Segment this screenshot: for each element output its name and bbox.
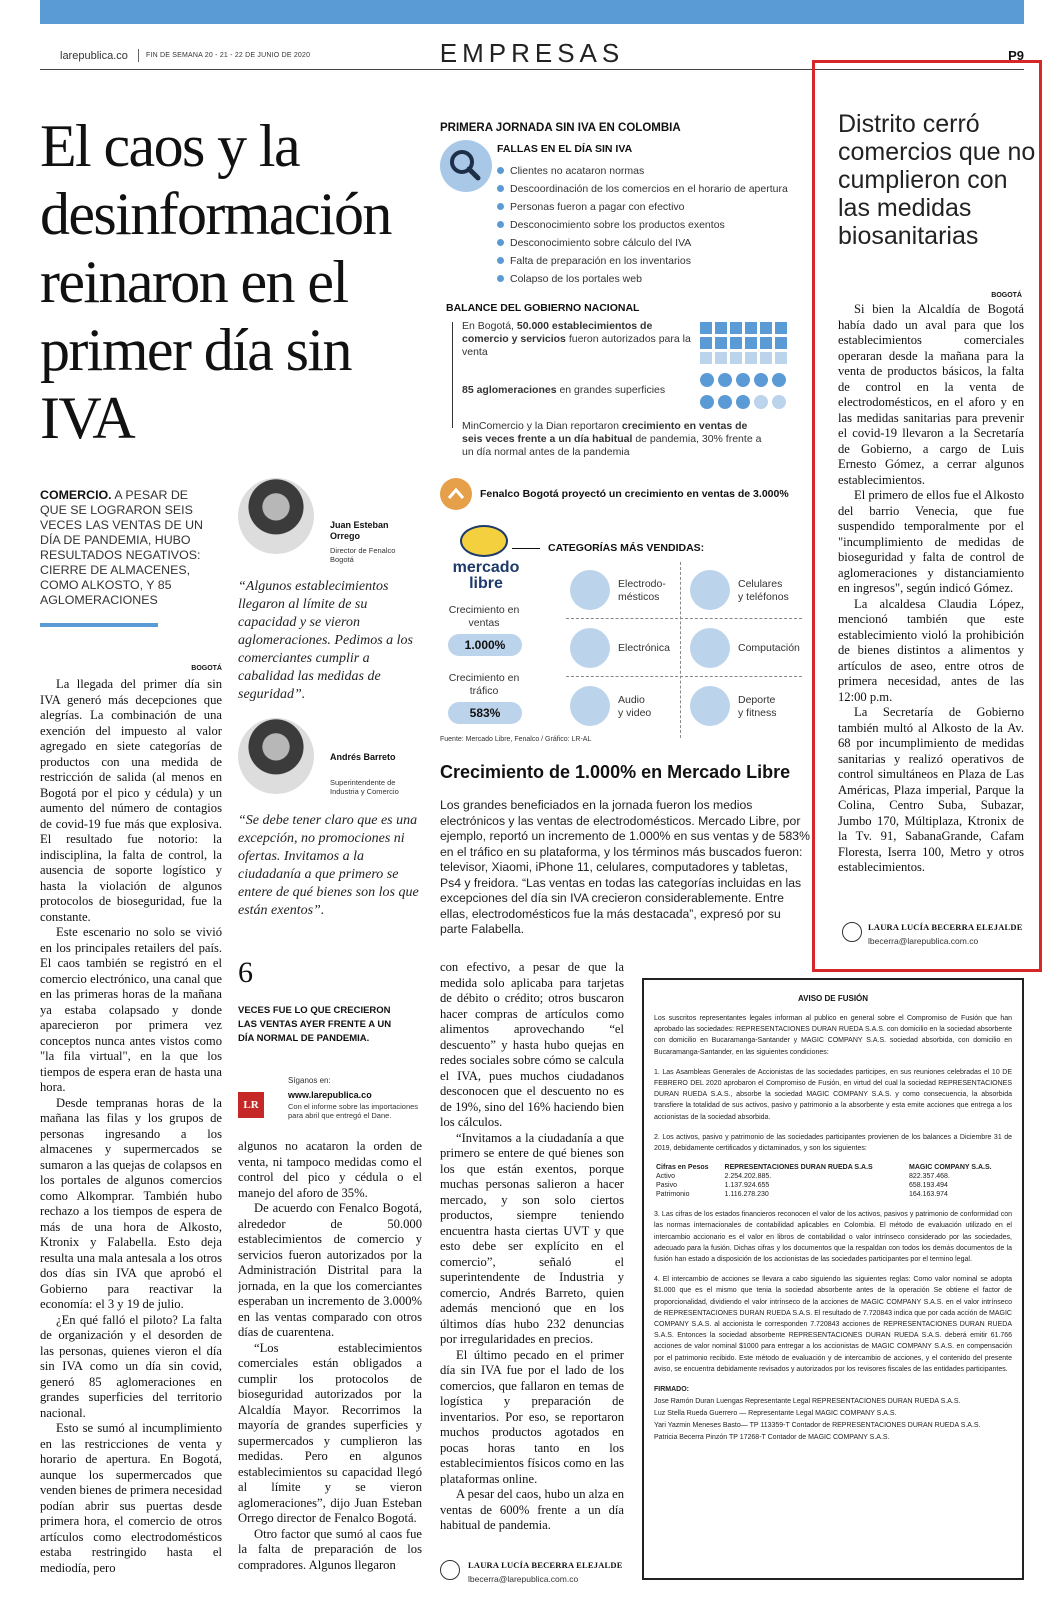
ventas-value: 1.000% [448, 634, 522, 656]
quote2-name: Andrés Barreto [330, 752, 396, 762]
article-column-2 [238, 1139, 422, 1601]
list-item: Personas fueron a pagar con efectivo [497, 198, 827, 216]
signer: Jose Ramón Duran Luengas Representante Legal REPRESENTACIONES DURAN RUEDA S.A.S. [654, 1398, 961, 1406]
table-row: Activo 2.254.202.885. 822.357.468. [656, 1173, 950, 1181]
article-deck [40, 488, 215, 608]
appliance-icon [570, 570, 610, 610]
balance-item-2: 85 aglomeraciones en grandes superficies [462, 384, 666, 396]
paragraph: Esto se sumó al incumplimiento en las restricciones de venta y horario de apertura. En Bogotá, aunque los supermercados que venden bienes de primera necesidad podían abrir sus puertas desde primera hora, el comercio de otros artículos como electrodomésticos estaba restringido hasta el mediodía, pero [40, 1421, 222, 1575]
paragraph: El primero de ellos fue el Alkosto del barrio Venecia, que fue suspendido temporalmente por el "incumplimiento de medidas de bioseguridad y falta de control de aglomeraciones y distanciamiento en ingresos", según indicó Gómez. [838, 488, 1024, 595]
notice-paragraph: 4. El intercambio de acciones se llevara a cabo siguiendo las siguientes reglas: Como valor nominal se adopta $1.000 que es el mismo que tenia la sociedad absorbente antes de la operación Se obtiene el factor de proporcionalidad, dividiendo el valor intrínseco de la acciones de MAGIC COMPANY S.A.S. en el valor intrínseco de REPRESENTACIONES DURAN RUEDA S.A.S. El resultado de 7.720843 indica que por cada acción de MAGIC COMPANY S.A.S. al accionista le corresponden 7.720843 acciones de REPRESENTACIONES DURAN RUEDA S.A.S. Entonces la sociedad absorbente REPRESENTACIONES DURAN RUEDA S.A.S. deberá emitir 61.766 acciones de valor nominal $1000 para entregar a los accionistas de MAGIC COMPANY S.A.S. en compensación por el patrimonio recibido. Este método de evaluación y de intercambio de acciones, y el contenido del presente aviso, se encuentra debidamente revisados y autorizados por los revisores fiscales de las entidades participantes. [654, 1276, 1012, 1373]
quote2-role: Superintendente de Industria y Comercio [330, 778, 399, 796]
signer: Yari Yazmin Meneses Basto— TP 113359-T Contador de REPRESENTACIONES DURAN RUEDA S.A.S. [654, 1422, 981, 1430]
balance-title: BALANCE DEL GOBIERNO NACIONAL [446, 302, 640, 314]
list-item: Clientes no acataron normas [497, 162, 827, 180]
top-color-bar [40, 0, 1024, 24]
main-headline: El caos y la desinformación reinaron en el primer día sin IVA [40, 113, 391, 451]
financial-table [654, 1163, 1012, 1199]
quote1-role: Director de Fenalco Bogotá [330, 546, 396, 564]
grid-divider [566, 676, 802, 677]
lr-logo-icon: LR [238, 1092, 264, 1118]
paragraph: “Invitamos a la ciudadanía a que primero se entere de qué bienes son los que están exentos, porque muchas personas salieron a hacer mercado, y son solo ciertos productos, siempre teniendo encuentra hasta ciertas UVT y que esto debe ser explícito en el comercio”, señaló el superintendente de Industria y comercio, Andrés Barreto, quien además mencionó que en los últimos días hubo 232 denuncias por irregularidades en precios. [440, 1130, 624, 1346]
article-column-1 [40, 665, 222, 1601]
paragraph: Otro factor que sumó al caos fue la falta de preparación de los compradores. Algunos llegaron [238, 1526, 422, 1572]
balance-timeline [452, 322, 453, 428]
dumbbell-icon [690, 686, 730, 726]
list-item: Falta de preparación en los inventarios [497, 252, 827, 270]
trafico-label: Crecimiento en tráfico [448, 672, 520, 697]
issue-date: FIN DE SEMANA 20 - 21 - 22 DE JUNIO DE 2020 [146, 52, 311, 59]
crowds-dots-icon [700, 372, 790, 412]
paragraph: Desde tempranas horas de la mañana las filas y los grupos de personas ingresando a los almacenes y supermercados se sumaron a las quejas de colapsos en los portales de algunos comercios como Alkomprar. También hubo rechazo a los tiempos de espera de más de una hora de Alkosto, Ktronix y Falabella. Esto deja resulta una mala antesala a los otros dos días sin IVA que aprobó el Gobierno para reactivar la economía: el 3 y 19 de julio. [40, 1095, 222, 1311]
deck-kicker: COMERCIO. [40, 488, 112, 502]
paragraph: “Los establecimientos comerciales están obligados a cumplir los protocolos de bioseguridad autorizados por la Alcaldía Mayor. Recorrimos la mayoría de grandes superficies y supermercados y cumplieron las medidas. Pero en algunos establecimientos su capacidad llegó al límite y se vieron aglomeraciones”, dijo Juan Esteban Orrego director de Fenalco Bogotá. [238, 1340, 422, 1525]
site-name[interactable]: larepublica.co [60, 50, 128, 62]
subarticle-headline: Crecimiento de 1.000% en Mercado Libre [440, 762, 791, 782]
balance-item-1: En Bogotá, 50.000 establecimientos de comercio y servicios fueron autorizados para la venta [462, 320, 691, 358]
byline-name: LAURA LUCÍA BECERRA ELEJALDE [468, 1560, 623, 1570]
paragraph: Este escenario no solo se vivió en los principales retailers del país. El caos también se registró en el comercio electrónico, una canal que en las primeras horas de la mañana ya estaba colapsado y donde aparecieron por primera vez conceptos nunca antes vistos como "la fila virtual", en la que los tiempos de espera eran de hasta una hora. [40, 925, 222, 1094]
signer: Luz Stella Rueda Guerrero — Representante Legal MAGIC COMPANY S.A.S. [654, 1410, 897, 1418]
grid-divider [566, 618, 802, 619]
connector-line [512, 548, 540, 549]
categories-title: CATEGORÍAS MÁS VENDIDAS: [548, 542, 705, 554]
list-item: Colapso de los portales web [497, 270, 827, 288]
paragraph: algunos no acataron la orden de venta, ni tampoco medidas como el control del pico y cédula o el manejo del aforo de 35%. [238, 1139, 422, 1200]
paragraph: El último pecado en el primer día sin IVA fue por el lado de los comercios, que fallaron en temas de logística y preparación de inventarios. Por eso, se reportaron muchos productos agotados en pocas horas tanto en los establecimientos físicos como en las plataformas online. [440, 1347, 624, 1486]
sidebar-byline-email[interactable]: lbecerra@larepublica.com.co [868, 936, 979, 946]
phone-icon [690, 570, 730, 610]
handshake-icon [460, 525, 508, 557]
category-label: Audio y video [618, 694, 652, 719]
magnifier-icon [440, 140, 492, 192]
deck-rule [40, 623, 158, 627]
sidebar-body [838, 302, 1024, 914]
category-label: Deporte y fitness [738, 694, 777, 719]
chevron-up-icon [440, 478, 472, 510]
paragraph: Si bien la Alcaldía de Bogotá había dado un aval para que los establecimientos comerciales operaran desde la mañana para la venta de productos básicos, la falta de control en la venta de electrodomésticos, en el aforo y en las medidas sanitarias para prevenir el covid-19 llevaron a la Secretaría de Gobierno, a cargo de Luis Ernesto Gómez, a cerrar algunos establecimientos. [838, 302, 1024, 487]
table-row: Pasivo 1.137.924.655 658.193.494 [656, 1182, 948, 1190]
sidebar-byline-name: LAURA LUCÍA BECERRA ELEJALDE [868, 922, 1023, 932]
paragraph: A pesar del caos, hubo un alza en ventas de 600% frente a un día habitual de pandemia. [440, 1487, 624, 1532]
byline-email[interactable]: lbecerra@larepublica.com.co [468, 1574, 579, 1584]
infographic-source: Fuente: Mercado Libre, Fenalco / Gráfico: LR-AL [440, 736, 592, 743]
follow-label: Síganos en: [288, 1076, 331, 1085]
sidebar-headline: Distrito cerró comercios que no cumplieron con las medidas biosanitarias [838, 110, 1036, 250]
subarticle-body: Los grandes beneficiados en la jornada fueron los medios electrónicos y las ventas de electrodomésticos. Mercado Libre, por ejemplo, reportó un incremento de 1.000% en sus ventas y de 583% en el tráfico en su plataforma, y los términos más buscados fueron: televisor, Xiaomi, iPhone 11, celulares, computadores y tabletas, Ps4 y freidora. “Las ventas en todas las categorías incluidas en las excepciones del día sin IVA crecieron considerablemente. Entre ellas, electrodomésticos fue la más destacada”, expresó por su parte Falabella. [440, 798, 810, 936]
quote2-text: “Se debe tener claro que es una excepción, no promociones ni ofertas. Invitamos a la ciudadanía a que primero se entere de qué bienes son los que están exentos”. [238, 813, 419, 918]
signer: Patricia Becerra Pinzón TP 17268-T Contador de MAGIC COMPANY S.A.S. [654, 1434, 890, 1442]
notice-paragraph: 2. Los activos, pasivo y patrimonio de las sociedades participantes provienen de los balances a Diciembre 31 de 2019, debidamente certificados y dictaminados, y son los siguientes: [654, 1133, 1012, 1153]
list-item: Desconocimiento sobre los productos exentos [497, 216, 827, 234]
follow-text: Con el informe sobre las importaciones para abril que entregó el Dane. [288, 1102, 419, 1120]
list-item: Desconocimiento sobre cálculo del IVA [497, 234, 827, 252]
list-item: Descoordinación de los comercios en el horario de apertura [497, 180, 827, 198]
tv-icon [570, 628, 610, 668]
article-column-3 [440, 960, 624, 1550]
establishments-grid-icon [700, 322, 790, 366]
mercado-libre-logo: mercado libre [452, 559, 520, 592]
firmado-label: FIRMADO: [654, 1386, 689, 1394]
table-header-row: Cifras en Pesos REPRESENTACIONES DURAN RUEDA S.A.S MAGIC COMPANY S.A.S. [656, 1164, 992, 1172]
section-title: EMPRESAS [439, 38, 625, 68]
category-label: Electrodo- mésticos [618, 578, 666, 603]
notice-title: AVISO DE FUSIÓN [797, 994, 869, 1003]
notice-paragraph: 3. Las cifras de los estados financieros reconocen el valor de los activos, pasivos y patrimonio de conformidad con las normas internacionales de contabilidad aplicables en Colombia. El método de evaluación utilizado en el intercambio accionario es el valor en libros de contabilidad o valor intrínseco considerado por las sociedades, adecuado para la fusión. Dichas cifras y los documentos que la respaldan con todos los demás documentos de la fusión han estado a disposición de los accionistas de las sociedades participantes por el termino legal. [654, 1211, 1012, 1264]
laptop-icon [690, 628, 730, 668]
avatar-juan-esteban-orrego [238, 478, 314, 554]
paragraph: La llegada del primer día sin IVA generó más decepciones que alegrías. La combinación de una exención del impuesto al valor agregado en siete categorías de productos con una medida de restricción de salida (al menos en Bogotá por el pico y cédula) y un aumento del número de contagios de covid-19 fue más que explosiva. El resultado fue notorio: la indisciplina, la falta de control, la ausencia de soporte logístico y hasta la violación de algunos protocolos de bioseguridad, fue la constante. [40, 677, 222, 924]
paragraph: con efectivo, a pesar de que la medida solo aplicaba para tarjetas de débito o crédito; otros buscaron hacer compras de artículos como alimentos aprovechando “el descuento” y hasta hubo quejas en redes sociales sobre cómo se calcula el IVA, pues muchos ciudadanos desconocen que el descuento no es de 19%, sino del 16% haciendo bien los cálculos. [440, 960, 624, 1129]
fallas-title: FALLAS EN EL DÍA SIN IVA [497, 143, 633, 155]
table-row: Patrimonio 1.116.278.230 164.163.974 [656, 1191, 948, 1199]
quote1-name: Juan Esteban Orrego [330, 520, 389, 541]
sidebar-dateline: BOGOTÁ [991, 292, 1022, 299]
headphones-icon [570, 686, 610, 726]
category-label: Computación [738, 642, 800, 654]
avatar-andres-barreto [238, 718, 314, 794]
fenalco-projection: Fenalco Bogotá proyectó un crecimiento en ventas de 3.000% [480, 488, 789, 500]
category-label: Celulares y teléfonos [738, 578, 789, 603]
balance-item-3: MinComercio y la Dian reportaron crecimiento en ventas de seis veces frente a un día habitual de pandemia, 30% frente a un día normal antes de la pandemia [462, 420, 762, 458]
byline-icon [842, 922, 862, 942]
paragraph: De acuerdo con Fenalco Bogotá, alrededor de 50.000 establecimientos de comercio y servicios fueron autorizados por la Administración Distrital para la jornada, en la que los comerciantes esperaban un incremento de 3.000% en las ventas comparado con otros días de cuarentena. [238, 1201, 422, 1339]
trafico-value: 583% [448, 702, 522, 724]
stat-number: 6 [238, 956, 253, 989]
follow-site-link[interactable]: www.larepublica.co [288, 1090, 372, 1100]
notice-paragraph: Los suscritos representantes legales informan al publico en general sobre el Compromiso de Fusión que han aprobado las sociedades: REPRESENTACIONES DURAN RUEDA S.A.S. con domicilio en la sociedad absorbente con domicilio en Bucaramanga-Santander y MAGIC COMPANY S.A.S. sociedad absorbida, con domicilio en Bucaramanga-Santander, en las siguientes condiciones: [654, 1015, 1012, 1056]
fallas-list [497, 162, 827, 288]
paragraph: La alcaldesa Claudia López, mencionó también que este establecimiento violó la prohibición de bienes distintos a alimentos y artículos de aseo, entre otros de primera necesidad, antes de las 12:00 p.m. [838, 596, 1024, 704]
byline-icon [440, 1560, 460, 1580]
quote1-text: “Algunos establecimientos llegaron al límite de su capacidad y se vieron aglomeraciones. Pedimos a los comerciantes cumplir a cabalidad las medidas de seguridad”. [238, 579, 413, 702]
deck-text: A PESAR DE QUE SE LOGRARON SEIS VECES LAS VENTAS DE UN DÍA DE PANDEMIA, HUBO RESULTADOS NEGATIVOS: CIERRE DE ALMACENES, COMO ALKOSTO, Y 85 AGLOMERACIONES [40, 488, 203, 607]
merger-notice [642, 978, 1024, 1580]
page-number: P9 [1008, 48, 1024, 63]
infographic-title: PRIMERA JORNADA SIN IVA EN COLOMBIA [440, 122, 681, 134]
paragraph: ¿En qué falló el piloto? La falta de organización y el desorden de las personas, quienes vieron el día sin IVA como un día sin covid, generó 85 aglomeraciones en grandes superficies del territorio nacional. [40, 1312, 222, 1420]
paragraph: La Secretaría de Gobierno también multó al Alkosto de la Av. 68 por incumplimiento de medidas sanitarias y realizó operativos de control simultáneos en Plaza de Las Américas, Plaza imperial, Parque la Colina, Centro Suba, Subazar, Jumbo 170, Múltiplaza, Ktronix de la Tv. 91, SabanaGrande, Cafam Floresta, Iserra 100, Metro y otros establecimientos. [838, 705, 1024, 874]
notice-paragraph: 1. Las Asambleas Generales de Accionistas de las sociedades participes, en sus reuniones celebradas el 10 DE FEBRERO DEL 2020 aprobaron el Compromiso de Fusión, en virtud del cual la sociedad REPRESENTACIONES DURAN RUEDA S.A.S., absorbe la sociedad MAGIC COMPANY S.A.S. y como consecuencia, la absorbida transfiere la totalidad de sus activos, pasivo y patrimonio a la absorbente y esta emite acciones que entrega a los accionistas de la sociedad absorbida. [654, 1068, 1012, 1121]
dateline-city: BOGOTÁ [191, 665, 222, 672]
stat-text: VECES FUE LO QUE CRECIERON LAS VENTAS AYER FRENTE A UN DÍA NORMAL DE PANDEMIA. [238, 1005, 392, 1044]
grid-divider [680, 562, 681, 738]
category-label: Electrónica [618, 642, 670, 654]
ventas-label: Crecimiento en ventas [448, 604, 520, 629]
